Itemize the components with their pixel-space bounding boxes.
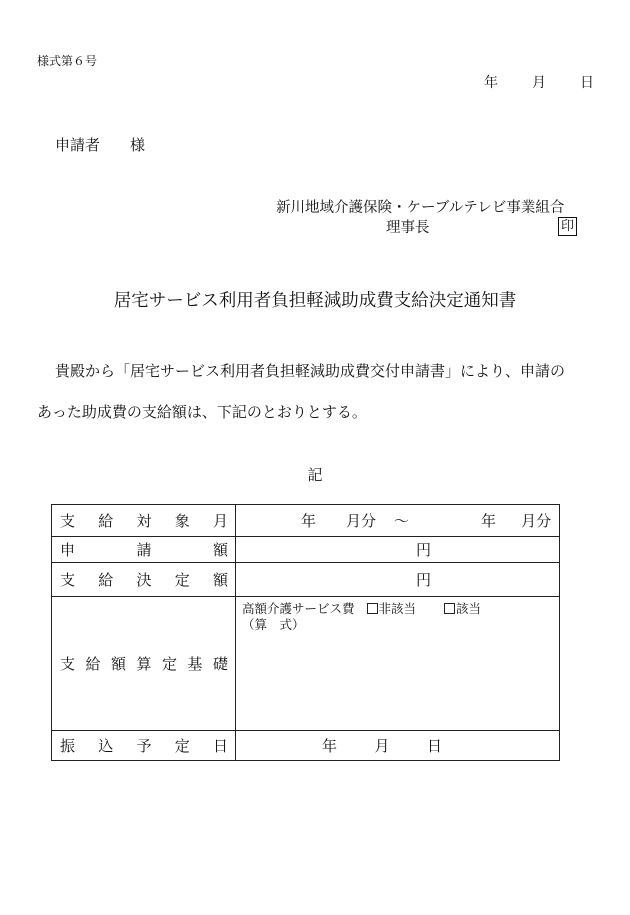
value-calculation-basis — [236, 597, 560, 731]
yen-unit: 円 — [415, 541, 431, 559]
date-month-label: 月 — [532, 75, 546, 91]
row-payment-period — [52, 505, 560, 537]
not-applicable-checkbox[interactable] — [367, 603, 378, 614]
addressee-honorific: 様 — [130, 136, 146, 154]
body-line-1: 貴殿から「居宅サービス利用者負担軽減助成費交付申請書」により、申請の — [55, 362, 566, 380]
issuer-organization: 新川地域介護保険・ケーブルテレビ事業組合 — [276, 200, 565, 216]
transfer-day: 日 — [426, 737, 442, 755]
label-char: 日 — [212, 737, 228, 755]
row-transfer-date — [52, 731, 560, 761]
row-calculation-basis — [52, 597, 560, 731]
label-char: 定 — [174, 571, 190, 589]
label-char: 定 — [174, 737, 190, 755]
date-day-label: 日 — [580, 75, 594, 91]
label-char: 込 — [98, 737, 114, 755]
applicable-checkbox[interactable] — [444, 603, 455, 614]
value-application-amount[interactable] — [236, 537, 560, 563]
label-char: 支 — [60, 512, 76, 530]
label-char: 決 — [136, 571, 152, 589]
label-transfer-date — [52, 731, 236, 761]
basis-formula-label: （算 式） — [242, 617, 305, 632]
yen-unit: 円 — [415, 571, 431, 589]
transfer-year: 年 — [322, 737, 338, 755]
body-line-2: あった助成費の支給額は、下記のとおりとする。 — [37, 403, 367, 421]
label-char: 対 — [136, 512, 152, 530]
label-char: 算 — [136, 655, 152, 673]
label-char: 請 — [136, 541, 152, 559]
addressee — [55, 134, 145, 155]
basis-service-label: 高額介護サービス費 — [242, 601, 355, 616]
ki-heading: 記 — [307, 466, 323, 484]
label-calculation-basis — [52, 597, 236, 731]
label-char: 礎 — [212, 655, 228, 673]
period-to-year: 年 — [481, 512, 497, 530]
label-char: 定 — [161, 655, 177, 673]
label-char: 支 — [60, 655, 76, 673]
label-char: 給 — [85, 655, 101, 673]
value-payment-period[interactable] — [236, 505, 560, 537]
value-transfer-date[interactable] — [236, 731, 560, 761]
date-year-label: 年 — [484, 75, 498, 91]
period-tilde: ～ — [394, 512, 410, 530]
issuer-title: 理事長 — [386, 220, 430, 236]
label-char: 給 — [98, 512, 114, 530]
row-decided-amount — [52, 563, 560, 597]
label-char: 月 — [212, 512, 228, 530]
label-application-amount — [52, 537, 236, 563]
period-from-month: 月分 — [346, 512, 377, 530]
applicable-label: 該当 — [456, 601, 482, 616]
label-char: 象 — [174, 512, 190, 530]
label-char: 額 — [212, 541, 228, 559]
transfer-month: 月 — [374, 737, 390, 755]
document-title: 居宅サービス利用者負担軽減助成費支給決定通知書 — [113, 291, 517, 311]
label-char: 申 — [60, 541, 76, 559]
form-number: 様式第６号 — [37, 54, 98, 68]
period-from-year: 年 — [301, 512, 317, 530]
not-applicable-label: 非該当 — [378, 601, 417, 616]
seal-mark: 印 — [558, 217, 577, 236]
label-char: 額 — [110, 655, 126, 673]
issue-date — [484, 72, 594, 92]
label-decided-amount — [52, 563, 236, 597]
row-application-amount — [52, 537, 560, 563]
label-char: 基 — [187, 655, 203, 673]
label-char: 予 — [136, 737, 152, 755]
decision-table — [51, 504, 560, 761]
label-char: 給 — [98, 571, 114, 589]
value-decided-amount[interactable] — [236, 563, 560, 597]
label-char: 支 — [60, 571, 76, 589]
label-char: 振 — [60, 737, 76, 755]
addressee-label: 申請者 — [55, 136, 101, 154]
period-to-month: 月分 — [521, 512, 552, 530]
label-char: 額 — [212, 571, 228, 589]
label-payment-period — [52, 505, 236, 537]
